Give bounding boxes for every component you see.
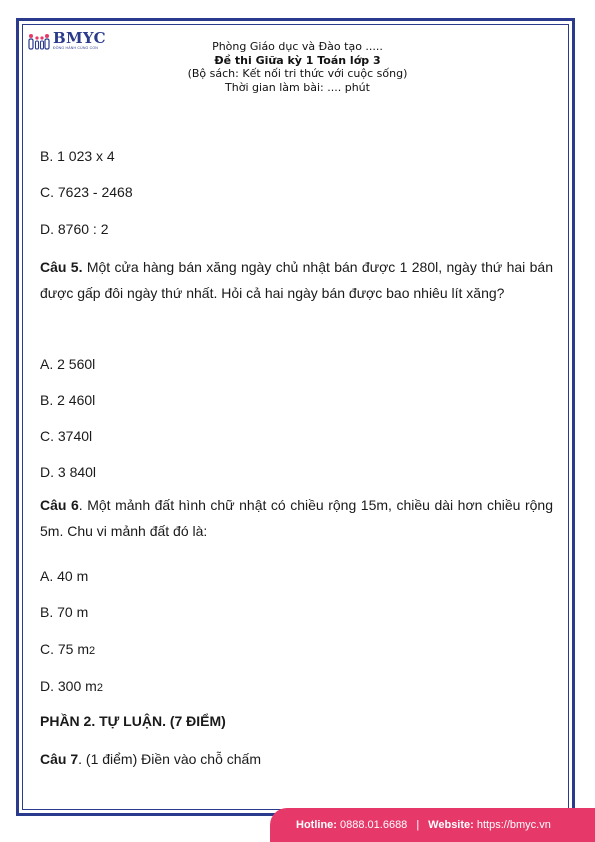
page-frame-inner bbox=[22, 24, 569, 810]
header-exam-title: Đề thi Giữa kỳ 1 Toán lớp 3 bbox=[214, 53, 381, 67]
part2-heading: PHẦN 2. TỰ LUẬN. (7 ĐIỂM) bbox=[40, 713, 226, 729]
website-label: Website: bbox=[428, 819, 474, 831]
q6-option-c bbox=[40, 641, 95, 657]
hotline-label: Hotline: bbox=[296, 819, 337, 831]
q4-option-b: B. 1 023 x 4 bbox=[40, 148, 115, 164]
q5-option-d: D. 3 840l bbox=[40, 464, 97, 480]
q5-label: Câu 5. bbox=[40, 259, 83, 275]
header-time: Thời gian làm bài: .... phút bbox=[225, 80, 370, 94]
q4-option-c: C. 7623 - 2468 bbox=[40, 184, 133, 200]
hotline-number[interactable]: 0888.01.6688 bbox=[340, 819, 408, 831]
q6-option-c-unit: 2 bbox=[89, 645, 96, 657]
website-link[interactable]: https://bmyc.vn bbox=[476, 819, 551, 831]
exam-header bbox=[0, 40, 595, 94]
logo-tagline: ĐỒNG HÀNH CÙNG CON bbox=[53, 46, 99, 51]
q5-option-a: A. 2 560l bbox=[40, 356, 96, 372]
header-department: Phòng Giáo dục và Đào tạo ..... bbox=[212, 40, 383, 53]
q7-label: Câu 7 bbox=[40, 751, 79, 767]
logo-name: BMYC bbox=[53, 29, 106, 48]
header-book: (Bộ sách: Kết nối tri thức với cuộc sống) bbox=[187, 67, 408, 80]
q6-option-d bbox=[40, 678, 103, 694]
q4-option-d: D. 8760 : 2 bbox=[40, 221, 109, 237]
q6-text: . Một mảnh đất hình chữ nhật có chiều rộng 15m, chiều dài hơn chiều rộng 5m. Chu vi mảnh đất đó là: bbox=[40, 497, 553, 539]
q6-option-d-text: D. 300 m bbox=[40, 678, 97, 694]
q6-option-d-unit: 2 bbox=[96, 682, 103, 694]
q5-option-c: C. 3740l bbox=[40, 428, 93, 444]
q6-option-c-text: C. 75 m bbox=[40, 641, 90, 657]
q5-text: Một cửa hàng bán xăng ngày chủ nhật bán được 1 280l, ngày thứ hai bán được gấp đôi ngày thứ nhất. Hỏi cả hai ngày bán được bao nhiêu lít xăng? bbox=[40, 259, 553, 301]
q7-text: . (1 điểm) Điền vào chỗ chấm bbox=[78, 751, 261, 767]
q6-option-a: A. 40 m bbox=[40, 568, 89, 584]
q6-question bbox=[40, 492, 553, 544]
q5-question bbox=[40, 254, 553, 306]
footer-contact-bar bbox=[270, 808, 595, 842]
footer-separator: | bbox=[416, 819, 420, 831]
q6-option-b: B. 70 m bbox=[40, 604, 89, 620]
q5-option-b: B. 2 460l bbox=[40, 392, 96, 408]
q7-question bbox=[40, 751, 261, 767]
q6-label: Câu 6 bbox=[40, 497, 79, 513]
